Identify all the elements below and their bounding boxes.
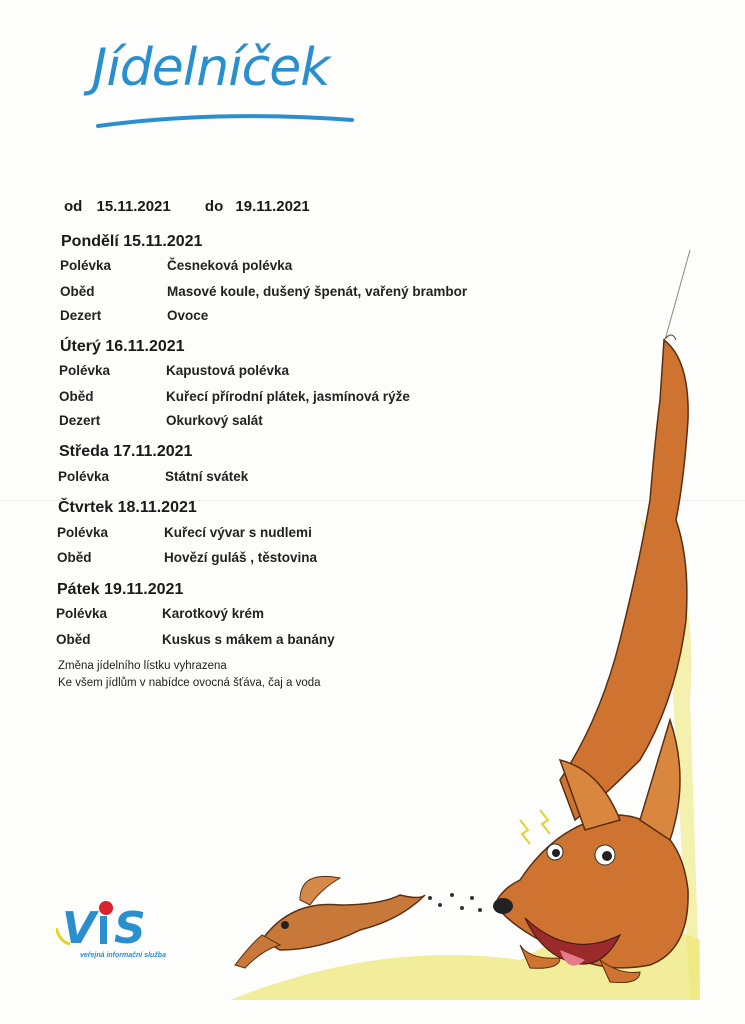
to-label: do [204, 198, 224, 215]
note-change: Změna jídelního lístku vyhrazena [58, 660, 227, 672]
day-heading-thursday: Čtvrtek 18.11.2021 [58, 499, 197, 516]
svg-text:S: S [114, 903, 146, 954]
day-heading-friday: Pátek 19.11.2021 [57, 581, 184, 598]
menu-value: Karotkový krém [162, 606, 265, 621]
to-date: 19.11.2021 [235, 198, 310, 215]
menu-value: Česneková polévka [167, 258, 293, 273]
note-drinks: Ke všem jídlům v nabídce ovocná šťáva, čaj a voda [58, 677, 321, 689]
menu-value: Kapustová polévka [166, 363, 290, 378]
from-date: 15.11.2021 [96, 198, 171, 215]
menu-label: Oběd [56, 632, 91, 647]
page-title: Jídelníček [92, 38, 330, 98]
menu-value: Kuřecí vývar s nudlemi [164, 525, 312, 540]
menu-label: Dezert [59, 413, 101, 428]
menu-value: Hovězí guláš , těstovina [164, 550, 318, 565]
menu-label: Oběd [60, 284, 95, 299]
menu-value: Kuskus s mákem a banány [162, 632, 335, 647]
menu-value: Kuřecí přírodní plátek, jasmínová rýže [166, 389, 410, 404]
day-heading-tuesday: Úterý 16.11.2021 [60, 338, 185, 355]
menu-label: Oběd [57, 550, 92, 565]
menu-value: Masové koule, dušený špenát, vařený brambor [167, 284, 468, 299]
menu-value: Okurkový salát [166, 413, 263, 428]
from-label: od [64, 198, 83, 215]
menu-label: Polévka [58, 469, 110, 484]
menu-label: Polévka [56, 606, 108, 621]
svg-text:V: V [62, 903, 97, 954]
menu-label: Oběd [59, 389, 94, 404]
vis-logo [56, 898, 186, 958]
day-heading-wednesday: Středa 17.11.2021 [59, 443, 193, 460]
menu-label: Polévka [57, 525, 109, 540]
menu-label: Polévka [59, 363, 111, 378]
day-heading-monday: Pondělí 15.11.2021 [61, 233, 203, 250]
menu-value: Státní svátek [165, 469, 249, 484]
menu-label: Dezert [60, 308, 102, 323]
menu-value: Ovoce [167, 308, 209, 323]
logo-subtitle: veřejná informační služba [80, 952, 166, 959]
menu-label: Polévka [60, 258, 112, 273]
